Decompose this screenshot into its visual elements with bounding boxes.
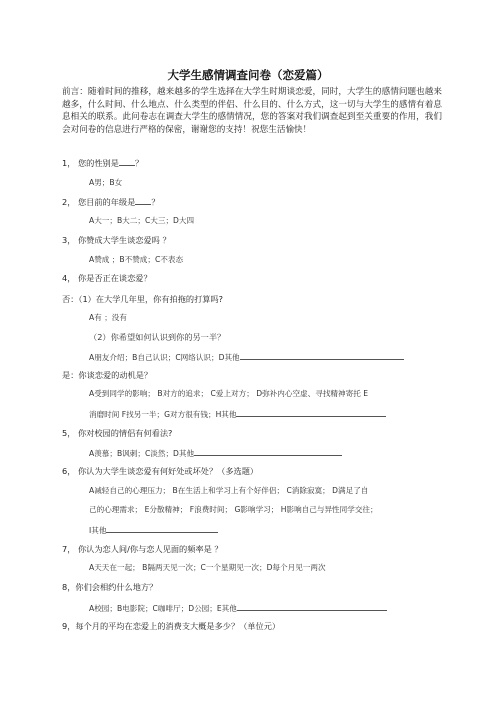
question-4-sub-2-options [89,351,404,363]
answer-blank[interactable] [119,157,135,166]
intro-paragraph: 前言：随着时间的推移，越来越多的学生选择在大学生时期谈恋爱，同时，大学生的感情问题也越来越多，什么时间、什么地点、什么类型的伴侣、什么目的、什么方式，这一切与大学生的感情有着息息相关的联系。此问卷志在调查大学生的感情情况，您的答案对我们调查起到至关重要的作用，我们会对问卷的信息进行严格的保密，谢谢您的支持！祝您生活愉快！ [62,87,442,135]
question-2 [62,196,160,207]
question-4: 4， 你是否正在谈恋爱？ [62,273,152,283]
question-1-end: ？ [134,158,144,168]
question-4-sub-1-options: A有 ；没有 [89,313,127,322]
question-1-text: 1， 您的性别是 [62,158,119,168]
question-4-yes-options-line-2 [89,408,386,420]
question-6-options-line-3 [89,524,218,536]
question-3: 3， 你赞成大学生谈恋爱吗 ？ [62,235,171,245]
page-title: 大学生感情调查问卷（恋爱篇） [167,68,329,82]
question-9: 9，每个月的平均在恋爱上的消费支大概是多少？（单位元） [62,621,281,631]
question-6-options-line-3-text: I其他 [89,526,107,535]
question-4-sub-1: 否：（1）在大学几年里，你有拍拖的打算吗? [62,294,224,304]
question-8-options-text: A校园；B电影院；C咖啡厅；D公园；E其他 [89,604,237,613]
question-4-sub-2: （2）你希望如何认识到你的另一半？ [89,332,226,342]
answer-blank[interactable] [106,524,218,533]
answer-blank[interactable] [237,602,387,611]
question-4-yes-options-line-2-text: 消磨时间 F找另一半；G对方很有钱；H其他 [89,410,237,419]
answer-blank[interactable] [236,408,386,417]
answer-blank[interactable] [194,447,342,456]
question-2-end: ？ [151,197,160,207]
question-6-options-line-1: A减轻自己的心理压力； B在生活上和学习上有个好伴侣； C消除寂寞； D满足了自 [89,486,369,495]
question-3-options: A赞成 ；B不赞成；C不表态 [89,255,184,264]
question-4-sub-2-options-text: A朋友介绍；B自己认识；C网络认识；D其他 [89,353,240,362]
answer-blank[interactable] [135,196,151,205]
question-8: 8，你们会相约什么地方？ [62,582,158,592]
answer-blank[interactable] [240,351,404,360]
question-5-options-text: A羡慕；B讽刺；C淡然；D其他 [89,449,195,458]
question-4-yes-options-line-1: A受到同学的影响； B对方的追求； C爱上对方； D弥补内心空虚、寻找精神寄托 E [89,389,369,398]
question-1-options: A男；B女 [89,178,123,187]
question-1 [62,157,143,168]
question-7: 7， 你认为恋人间/你与恋人见面的频率是 ？ [62,544,223,554]
question-8-options [89,602,387,614]
question-5: 5， 你对校园的情侣有何看法? [62,428,173,438]
question-6: 6， 你认为大学生谈恋爱有何好处或坏处？（多选题） [62,466,259,476]
question-2-options: A大一；B大二；C大三；D大四 [89,216,195,225]
question-4-yes: 是：你谈恋爱的动机是？ [62,370,153,380]
question-2-text: 2， 您目前的年级是 [62,197,136,207]
question-5-options [89,447,342,459]
question-7-options: A天天在一起； B隔两天见一次；C一个星期见一次；D每个月见一两次 [89,563,326,572]
question-6-options-line-2: 己的心理需求； E分散精神； F浪费时间； G影响学习； H影响自己与异性同学交往； [89,505,378,514]
